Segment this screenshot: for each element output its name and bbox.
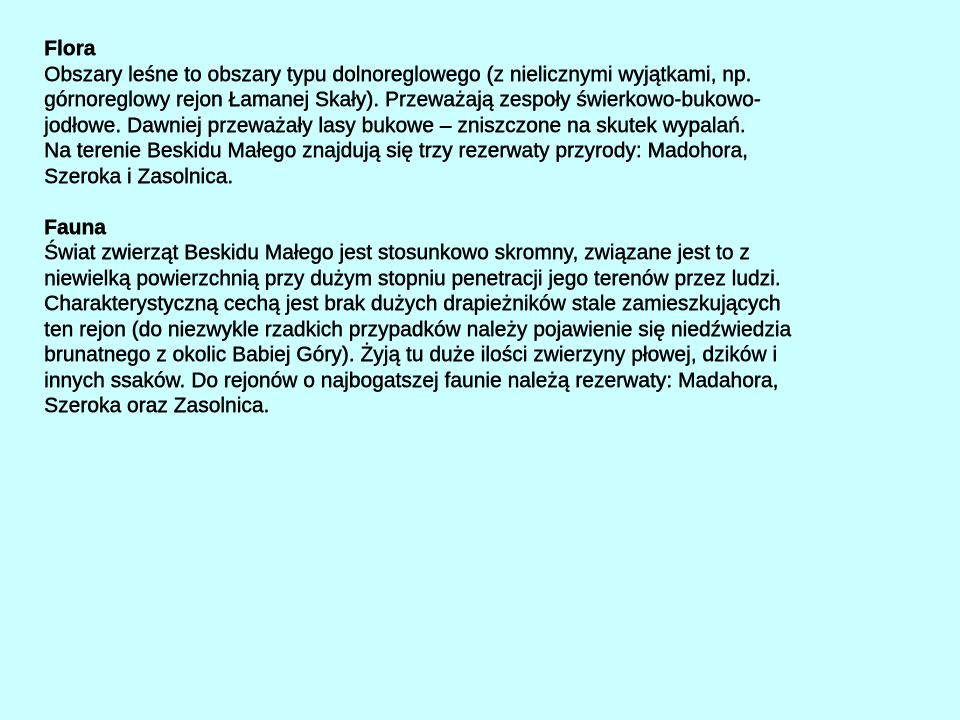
paragraph-line: jodłowe. Dawniej przeważały lasy bukowe – zniszczone na skutek wypalań. <box>44 113 746 137</box>
section-heading-flora: Flora <box>44 37 96 60</box>
section-fauna <box>44 215 924 419</box>
paragraph-line: górnoreglowy rejon Łamanej Skały). Przeważają zespoły świerkowo-bukowo- <box>44 88 761 111</box>
paragraph-line: niewielką powierzchnią przy dużym stopniu penetracji jego terenów przez ludzi. <box>44 266 781 290</box>
paragraph-line: ten rejon (do niezwykle rzadkich przypadków należy pojawienie się niedźwiedzia <box>44 317 792 341</box>
paragraph-line: Na terenie Beskidu Małego znajdują się trzy rezerwaty przyrody: Madohora, <box>44 139 748 162</box>
paragraph-line: Świat zwierząt Beskidu Małego jest stosunkowo skromny, związane jest to z <box>44 241 750 264</box>
slide-text-body <box>44 36 924 419</box>
section-heading-fauna: Fauna <box>44 215 106 239</box>
paragraph-line: brunatnego z okolic Babiej Góry). Żyją tu duże ilości zwierzyny płowej, dzików i <box>44 343 777 366</box>
paragraph-line: innych ssaków. Do rejonów o najbogatszej faunie należą rezerwaty: Madahora, <box>44 368 779 392</box>
paragraph-line: Szeroka oraz Zasolnica. <box>44 394 270 417</box>
paragraph-line: Obszary leśne to obszary typu dolnoreglowego (z nielicznymi wyjątkami, np. <box>44 62 752 86</box>
section-flora <box>44 36 924 189</box>
paragraph-line: Szeroka i Zasolnica. <box>44 164 234 188</box>
paragraph-line: Charakterystyczną cechą jest brak dużych drapieżników stale zamieszkujących <box>44 292 781 315</box>
